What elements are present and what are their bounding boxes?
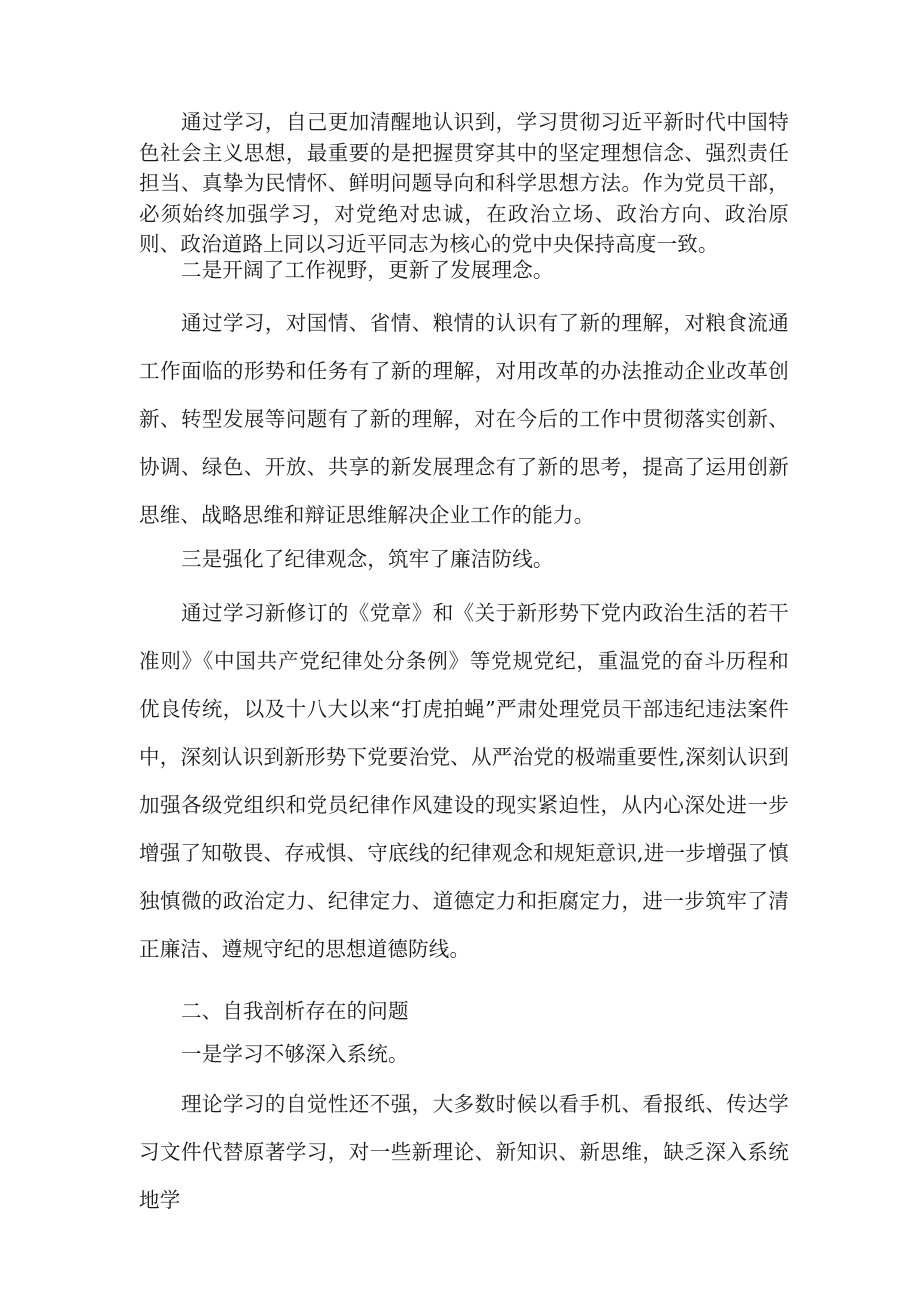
section-heading-self-analysis: 二、自我剖析存在的问题 — [181, 999, 409, 1023]
heading-study-not-deep: 一是学习不够深入系统。 — [181, 1042, 409, 1066]
paragraph-learning-awareness: 通过学习，自己更加清醒地认识到，学习贯彻习近平新时代中国特色社会主义思想，最重要的是把握贯穿其中的坚定理想信念、强烈责任担当、真挚为民情怀、鲜明问题导向和科学思想方法。作为党员干部，必须始终加强学习，对党绝对忠诚，在政治立场、政治方向、政治原则、政治道路上同以习近平同志为核心的党中央保持高度一致。 — [139, 110, 789, 256]
paragraph-theory-study: 理论学习的自觉性还不强，大多数时候以看手机、看报纸、传达学习文件代替原著学习，对一些新理论、新知识、新思维，缺乏深入系统地学 — [139, 1092, 789, 1212]
heading-discipline: 三是强化了纪律观念，筑牢了廉洁防线。 — [181, 547, 554, 571]
paragraph-discipline-study: 通过学习新修订的《党章》和《关于新形势下党内政治生活的若干准则》《中国共产党纪律处分条例》等党规党纪，重温党的奋斗历程和优良传统，以及十八大以来“打虎拍蝇”严肃处理党员干部违纪违法案件中，深刻认识到新形势下党要治党、从严治党的极端重要性,深刻认识到加强各级党组织和党员纪律作风建设的现实紧迫性，从内心深处进一步增强了知敬畏、存戒惧、守底线的纪律观念和规矩意识,进一步增强了慎独慎微的政治定力、纪律定力、道德定力和拒腐定力，进一步筑牢了清正廉洁、遵规守纪的思想道德防线。 — [139, 601, 789, 961]
heading-broaden-vision: 二是开阔了工作视野，更新了发展理念。 — [181, 258, 554, 282]
paragraph-new-understanding: 通过学习，对国情、省情、粮情的认识有了新的理解，对粮食流通工作面临的形势和任务有了新的理解，对用改革的办法推动企业改革创新、转型发展等问题有了新的理解，对在今后的工作中贯彻落实创新、协调、绿色、开放、共享的新发展理念有了新的思考，提高了运用创新思维、战略思维和辩证思维解决企业工作的能力。 — [139, 311, 789, 527]
